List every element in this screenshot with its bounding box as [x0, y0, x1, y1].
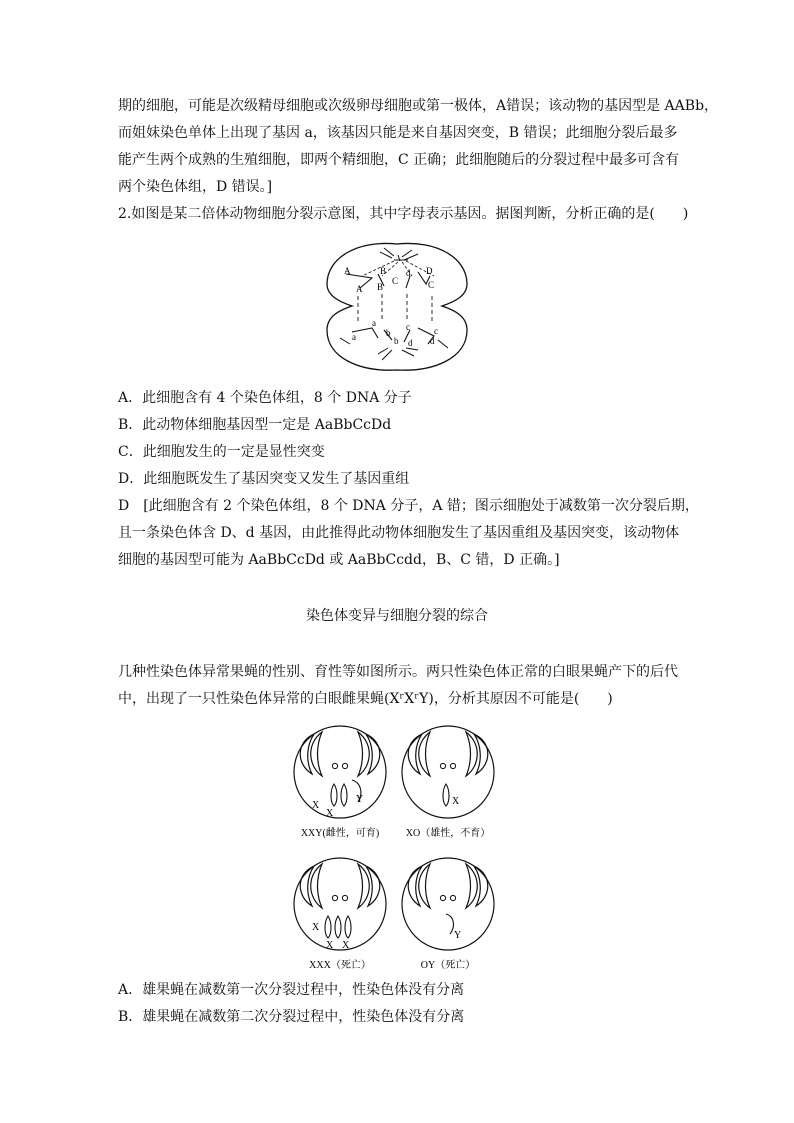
- option-a: A．此细胞含有 4 个染色体组，8 个 DNA 分子: [118, 390, 412, 406]
- explanation-line: 期的细胞，可能是次级精母细胞或次级卵母细胞或第一极体，A错误；该动物的基因型是 AABb，: [118, 98, 719, 114]
- svg-text:c: c: [406, 322, 410, 332]
- explanation-line: 能产生两个成熟的生殖细胞，即两个精细胞，C 正确；此细胞随后的分裂过程中最多可含有: [118, 152, 680, 168]
- caption-xxy: XXY(雌性，可育): [300, 828, 380, 839]
- answer-line: D [此细胞含有 2 个染色体组，8 个 DNA 分子，A 错；图示细胞处于减数第一次分裂后期，: [118, 498, 699, 514]
- problem-line: 几种性染色体异常果蝇的性别、育性等如图所示。两只性染色体正常的白眼果蝇产下的后代: [118, 664, 678, 680]
- svg-text:a: a: [372, 318, 376, 328]
- svg-text:b: b: [394, 336, 399, 346]
- cell-xxy: [294, 726, 386, 819]
- bottom-gene-labels: [352, 318, 438, 348]
- svg-text:a: a: [352, 332, 356, 342]
- svg-text:X: X: [312, 922, 320, 933]
- svg-text:Y: Y: [356, 794, 364, 805]
- option-c: C．此细胞发生的一定是显性突变: [118, 444, 325, 460]
- cell-oy: [402, 858, 494, 950]
- svg-text:c: c: [434, 326, 438, 336]
- caption-xxx: XXX（死亡）: [309, 960, 371, 971]
- cell-division-figure: [322, 236, 472, 376]
- chromosome-figure: [288, 722, 508, 972]
- answer-line: 细胞的基因型可能为 AaBbCcDd 或 AaBbCcdd，B、C 错，D 正确。]: [118, 552, 560, 568]
- section-title: 染色体变异与细胞分裂的综合: [306, 608, 488, 624]
- svg-text:d: d: [430, 336, 435, 346]
- problem-option-b: B．雄果蝇在减数第二次分裂过程中，性染色体没有分离: [118, 1009, 465, 1025]
- svg-text:B: B: [380, 266, 387, 276]
- caption-oy: OY（死亡）: [420, 960, 476, 971]
- svg-text:d: d: [408, 338, 413, 348]
- caption-xo: XO（雄性，不育）: [405, 828, 491, 839]
- svg-text:X: X: [326, 808, 334, 819]
- svg-text:d: d: [406, 268, 411, 278]
- svg-text:b: b: [386, 328, 391, 338]
- cell-xxx: [294, 858, 386, 951]
- svg-text:B: B: [377, 282, 384, 292]
- svg-text:X: X: [326, 940, 334, 951]
- svg-text:C: C: [428, 280, 435, 290]
- svg-text:Y: Y: [454, 930, 462, 941]
- svg-text:X: X: [312, 800, 320, 811]
- option-b: B．此动物体细胞基因型一定是 AaBbCcDd: [118, 417, 392, 433]
- svg-text:A: A: [356, 284, 363, 294]
- option-d: D．此细胞既发生了基因突变又发生了基因重组: [118, 471, 410, 487]
- explanation-line: 两个染色体组，D 错误。]: [118, 179, 273, 195]
- problem-option-a: A．雄果蝇在减数第一次分裂过程中，性染色体没有分离: [118, 982, 465, 998]
- explanation-line: 而姐妹染色单体上出现了基因 a，该基因只能是来自基因突变，B 错误；此细胞分裂后最多: [118, 125, 678, 141]
- question-stem: 2.如图是某二倍体动物细胞分裂示意图，其中字母表示基因。据图判断，分析正确的是( ): [118, 206, 689, 222]
- svg-text:X: X: [342, 940, 350, 951]
- problem-line: 中，出现了一只性染色体异常的白眼雌果蝇(XʳXʳY)，分析其原因不可能是( ): [118, 691, 613, 707]
- svg-text:A: A: [344, 266, 351, 276]
- svg-text:C: C: [392, 276, 399, 286]
- answer-line: 且一条染色体含 D、d 基因，由此推得此动物体细胞发生了基因重组及基因突变，该动物体: [118, 525, 680, 541]
- svg-text:X: X: [452, 796, 460, 807]
- svg-text:D: D: [426, 266, 433, 276]
- cell-xo: [402, 726, 494, 818]
